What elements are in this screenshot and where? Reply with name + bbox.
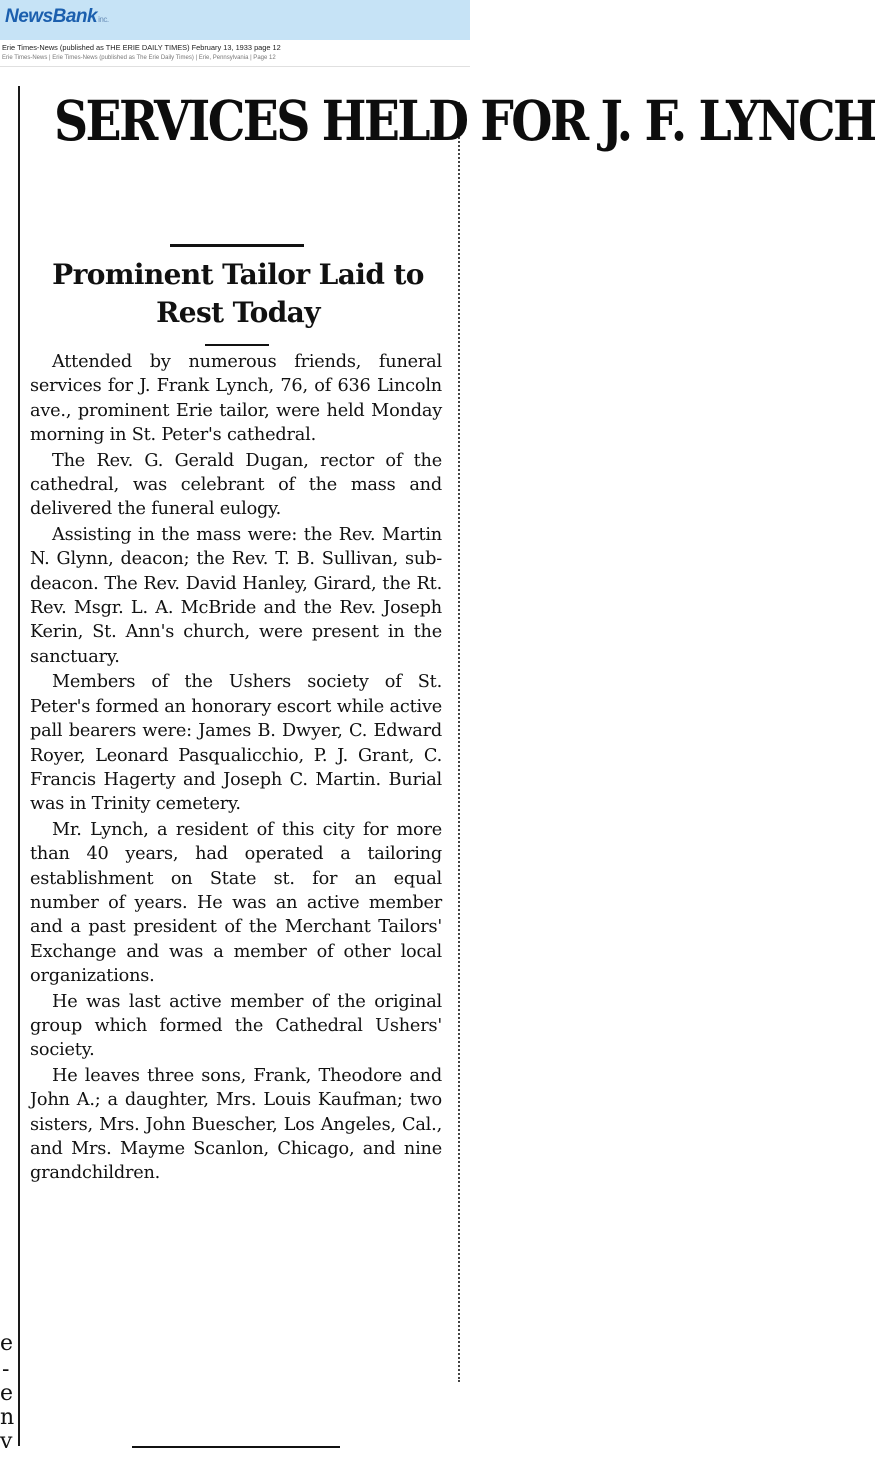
citation-line: Erie Times-News (published as THE ERIE DAILY TIMES) February 13, 1933 page 12 [2, 43, 281, 52]
margin-fragment: e [0, 1331, 14, 1356]
headline-divider [170, 244, 304, 247]
article-paragraph: The Rev. G. Gerald Dugan, rector of the cathedral, was celebrant of the mass and delivered the funeral eulogy. [30, 450, 442, 520]
article-headline: SERVICES HELD FOR J. F. LYNCH [53, 88, 875, 153]
article-subhead: Prominent Tailor Laid to Rest Today [52, 258, 424, 329]
column-rule-right [458, 102, 461, 1382]
article-paragraph: Mr. Lynch, a resident of this city for more than 40 years, had operated a tailoring establishment on State st. for an equal number of years. He was an active member and a past president of the Merchant Tailors' Exchange and was a member of other local organizations. [30, 819, 442, 987]
newsbank-logo[interactable] [5, 4, 109, 33]
column-rule-left [18, 86, 20, 1446]
newspaper-clipping [0, 72, 875, 1470]
margin-fragment: - [2, 1357, 10, 1382]
article-paragraph: He was last active member of the original group which formed the Cathedral Ushers' society. [30, 991, 442, 1061]
margin-fragment: n [0, 1405, 15, 1430]
article-body [30, 350, 442, 1187]
margin-fragment: v [0, 1429, 13, 1454]
newsbank-header-bar [0, 0, 470, 40]
article-paragraph: Attended by numerous friends, funeral services for J. Frank Lynch, 76, of 636 Lincoln ave., prominent Erie tailor, were held Monday morning in St. Peter's cathedral. [30, 352, 442, 446]
article-paragraph: He leaves three sons, Frank, Theodore and John A.; a daughter, Mrs. Louis Kaufman; two sisters, Mrs. John Buescher, Los Angeles, Cal., and Mrs. Mayme Scanlon, Chicago, and nine grandchildren. [30, 1065, 442, 1184]
citation-subline: Erie Times-News | Erie Times-News (published as The Erie Daily Times) | Erie, Pennsylvania | Page 12 [2, 55, 276, 61]
article-paragraph: Members of the Ushers society of St. Peter's formed an honorary escort while active pall bearers were: James B. Dwyer, C. Edward Royer, Leonard Pasqualicchio, P. J. Grant, C. Francis Hagerty and Joseph C. Martin. Burial was in Trinity cemetery. [30, 672, 442, 815]
margin-fragment: e [0, 1381, 14, 1406]
subhead-divider [205, 344, 269, 346]
logo-text: NewsBank [5, 6, 98, 27]
article-paragraph: Assisting in the mass were: the Rev. Martin N. Glynn, deacon; the Rev. T. B. Sullivan, sub-deacon. The Rev. David Hanley, Girard, the Rt. Rev. Msgr. L. A. McBride and the Rev. Joseph Kerin, St. Ann's church, were present in the sanctuary. [30, 524, 442, 667]
header-divider [0, 66, 470, 67]
article-end-rule [132, 1446, 340, 1448]
logo-suffix: inc. [98, 15, 109, 24]
